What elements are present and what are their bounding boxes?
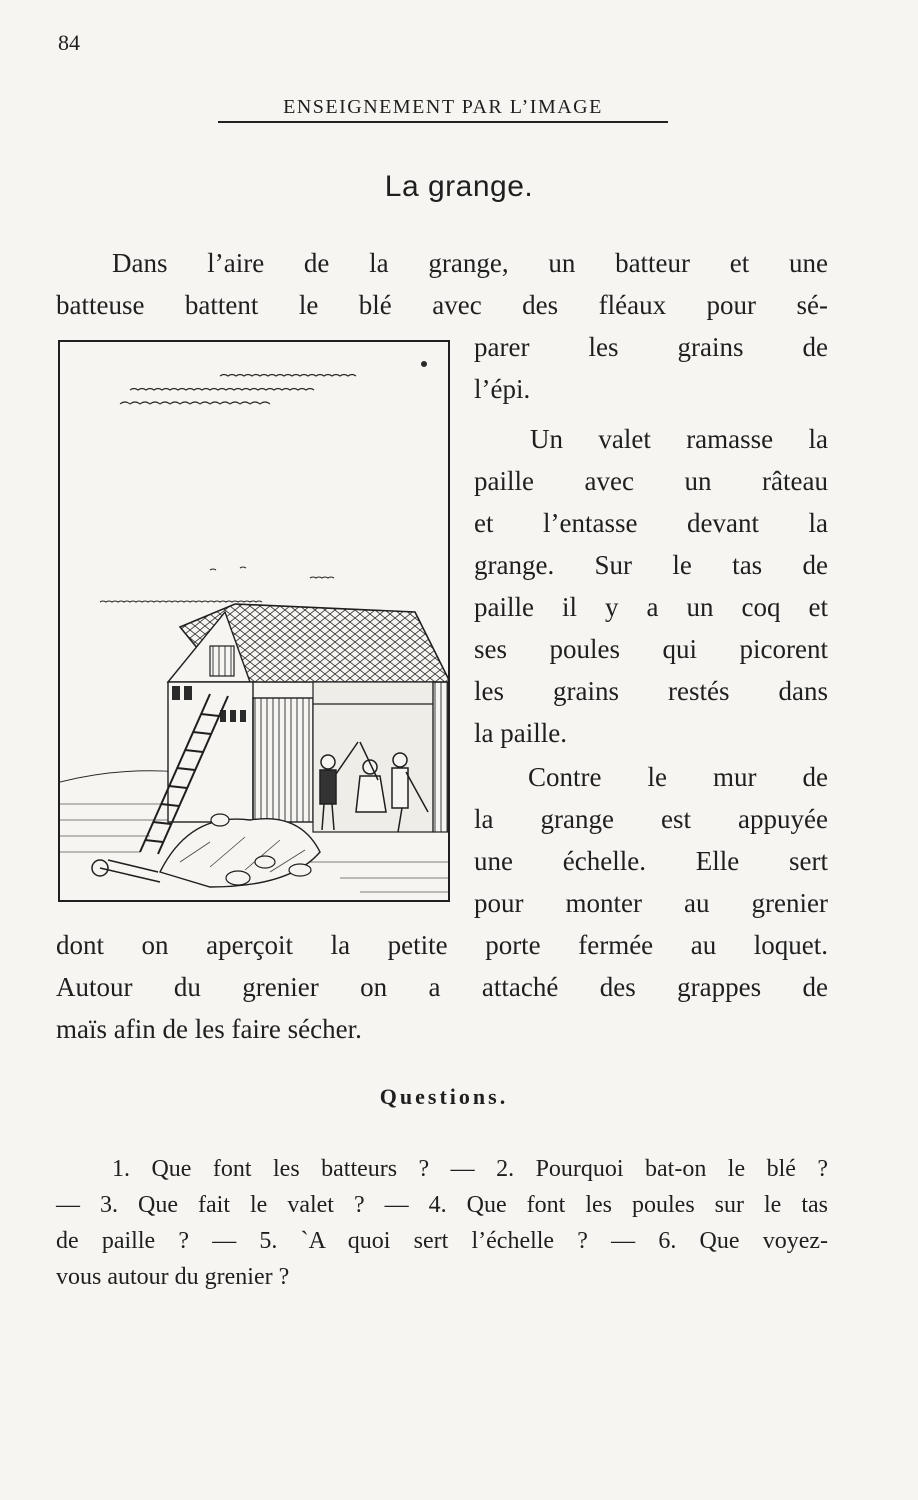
text-line: paille avec un râteau bbox=[474, 466, 828, 496]
question-line: — 3. Que fait le valet ? — 4. Que font les poules sur le tas bbox=[56, 1192, 828, 1218]
distant-bird bbox=[421, 361, 427, 367]
grenier-door bbox=[210, 646, 234, 676]
text-line: les grains restés dans bbox=[474, 676, 828, 706]
text-line: parer les grains de bbox=[474, 332, 828, 362]
text-line: maïs afin de les faire sécher. bbox=[56, 1014, 362, 1044]
text-line: Contre le mur de bbox=[528, 762, 828, 792]
text-line: la grange est appuyée bbox=[474, 804, 828, 834]
page-number: 84 bbox=[58, 30, 80, 55]
page-title: La grange. bbox=[384, 170, 534, 203]
question-line: 1. Que font les batteurs ? — 2. Pourquoi bat-on le blé ? bbox=[112, 1156, 828, 1182]
text-line: grange. Sur le tas de bbox=[474, 550, 828, 580]
text-line: Un valet ramasse la bbox=[530, 424, 828, 454]
text-line: Autour du grenier on a attaché des grappes de bbox=[56, 972, 828, 1002]
text-line: Dans l’aire de la grange, un batteur et une bbox=[112, 248, 828, 278]
text-line: dont on aperçoit la petite porte fermée au loquet. bbox=[56, 930, 828, 960]
text-line: paille il y a un coq et bbox=[474, 592, 828, 622]
text-line: l’épi. bbox=[474, 374, 531, 404]
text-line: ses poules qui picorent bbox=[474, 634, 828, 664]
text-line: batteuse battent le blé avec des fléaux pour sé- bbox=[56, 290, 828, 320]
question-line: de paille ? — 5. `A quoi sert l’échelle ? — 6. Que voyez- bbox=[56, 1228, 828, 1254]
text-line: et l’entasse devant la bbox=[474, 508, 828, 538]
barn-illustration bbox=[58, 340, 450, 902]
wheelbarrow bbox=[92, 860, 160, 882]
barn-door bbox=[253, 698, 313, 822]
birds bbox=[100, 375, 356, 603]
barn-illustration-drawing bbox=[60, 342, 448, 900]
running-head: ENSEIGNEMENT PAR L’IMAGE bbox=[218, 96, 668, 123]
text-line: une échelle. Elle sert bbox=[474, 846, 828, 876]
text-line: pour monter au grenier bbox=[474, 888, 828, 918]
question-line: vous autour du grenier ? bbox=[56, 1264, 290, 1290]
questions-heading: Questions. bbox=[379, 1084, 509, 1109]
text-line: la paille. bbox=[474, 718, 567, 748]
